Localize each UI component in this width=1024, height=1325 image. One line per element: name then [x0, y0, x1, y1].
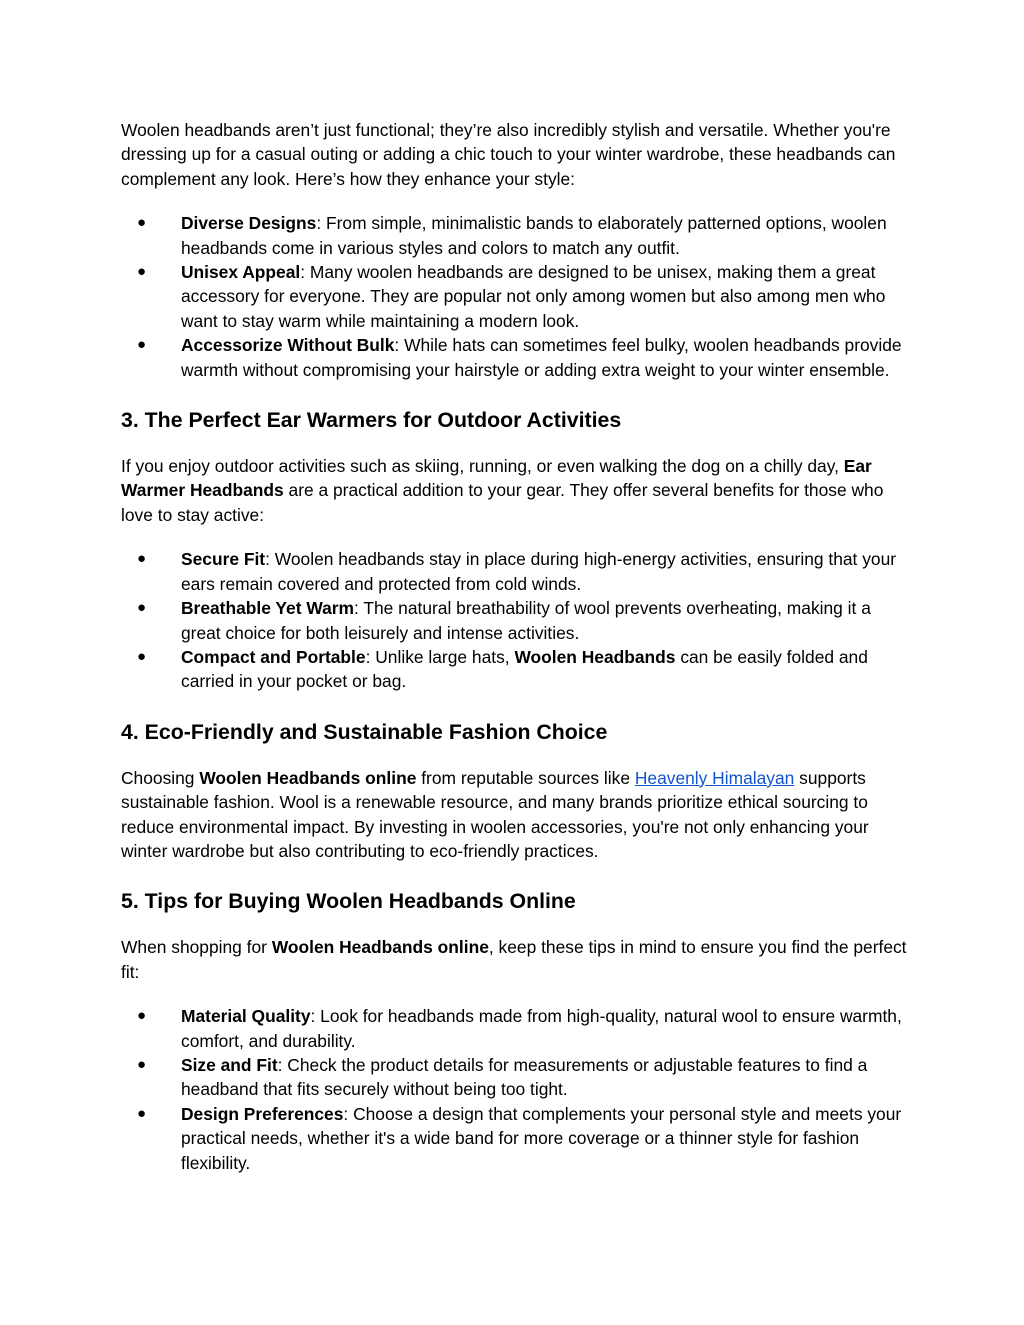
style-benefits-list	[121, 211, 911, 382]
bullet-icon: ●	[137, 550, 147, 568]
bullet-icon: ●	[137, 1104, 147, 1122]
paragraph-text: supports sustainable fashion. Wool is a renewable resource, and many brands prioritize ethical sourcing to reduce environmental impact. By investing in woolen accessories, you're not only enhancing your winter wardrobe but also contributing to eco-friendly practices.	[121, 767, 869, 861]
bullet-icon: ●	[137, 263, 147, 281]
bullet-icon: ●	[137, 1007, 147, 1025]
paragraph-bold: Woolen Headbands online	[271, 937, 489, 958]
bullet-icon: ●	[137, 1055, 147, 1073]
list-item-term: Compact and Portable	[181, 646, 366, 667]
list-item-text: can be easily folded and carried in your pocket or bag.	[181, 646, 868, 692]
list-item-text: : The natural breathability of wool prevents overheating, making it a great choice for both leisurely and intense activities.	[181, 598, 871, 643]
list-item-text: : Unlike large hats,	[365, 646, 515, 667]
section-3-paragraph	[121, 454, 911, 527]
list-item-term: Breathable Yet Warm	[181, 598, 355, 619]
bullet-icon: ●	[137, 336, 147, 354]
intro-paragraph: Woolen headbands aren’t just functional; they’re also incredibly stylish and versatile. Whether you're dressing up for a casual outing or adding a chic touch to your winter wardrobe, these headbands can complement any look. Here’s how they enhance your style:	[121, 120, 896, 189]
section-4-heading: 4. Eco-Friendly and Sustainable Fashion Choice	[121, 719, 608, 744]
list-item-term: Diverse Designs	[181, 213, 317, 234]
paragraph-bold: Woolen Headbands online	[199, 767, 417, 788]
paragraph-text: Choosing	[121, 767, 200, 788]
list-item-text: : While hats can sometimes feel bulky, woolen headbands provide warmth without compromising your hairstyle or adding extra weight to your winter ensemble.	[181, 335, 902, 380]
section-5-heading: 5. Tips for Buying Woolen Headbands Online	[121, 889, 576, 914]
list-item	[121, 1053, 911, 1102]
list-item-text: : Look for headbands made from high-quality, natural wool to ensure warmth, comfort, and durability.	[181, 1006, 902, 1051]
list-item	[121, 1004, 911, 1053]
list-item-term: Size and Fit	[181, 1054, 278, 1075]
section-4-paragraph	[121, 766, 911, 864]
paragraph-text: When shopping for	[121, 937, 272, 958]
list-item	[121, 596, 911, 645]
list-item-bold: Woolen Headbands	[514, 646, 676, 667]
section-5-paragraph	[121, 935, 911, 984]
paragraph-text: are a practical addition to your gear. They offer several benefits for those who love to stay active:	[121, 480, 884, 525]
list-item	[121, 333, 911, 382]
list-item-text: : Check the product details for measurements or adjustable features to find a headband that fits securely without being too tight.	[181, 1054, 868, 1100]
list-item-term: Material Quality	[181, 1006, 311, 1027]
list-item-term: Design Preferences	[181, 1103, 344, 1124]
list-item-text: : Woolen headbands stay in place during high-energy activities, ensuring that your ears remain covered and protected from cold winds.	[181, 549, 897, 594]
paragraph-bold: Ear Warmer Headbands	[121, 456, 872, 501]
bullet-icon: ●	[137, 599, 147, 617]
list-item-text: : From simple, minimalistic bands to elaborately patterned options, woolen headbands come in various styles and colors to match any outfit.	[181, 213, 887, 258]
heavenly-himalayan-link[interactable]: Heavenly Himalayan	[634, 767, 795, 788]
document-page	[121, 118, 911, 1175]
section-3-heading: 3. The Perfect Ear Warmers for Outdoor Activities	[121, 408, 622, 433]
bullet-icon: ●	[137, 647, 147, 665]
list-item	[121, 260, 911, 333]
list-item	[121, 211, 911, 260]
paragraph-text: from reputable sources like	[416, 767, 635, 788]
list-item-term: Unisex Appeal	[181, 262, 301, 283]
paragraph-text: If you enjoy outdoor activities such as skiing, running, or even walking the dog on a chilly day,	[121, 456, 844, 477]
list-item	[121, 1102, 911, 1175]
list-item-text: : Many woolen headbands are designed to be unisex, making them a great accessory for everyone. They are popular not only among women but also among men who want to stay warm while maintaining a modern look.	[181, 262, 886, 331]
outdoor-benefits-list	[121, 547, 911, 693]
list-item-text: : Choose a design that complements your personal style and meets your practical needs, whether it's a wide band for more coverage or a thinner style for fashion flexibility.	[181, 1103, 902, 1173]
list-item-term: Accessorize Without Bulk	[181, 335, 395, 356]
paragraph-text: , keep these tips in mind to ensure you find the perfect fit:	[121, 937, 907, 982]
bullet-icon: ●	[137, 214, 147, 232]
buying-tips-list	[121, 1004, 911, 1175]
list-item	[121, 645, 911, 694]
list-item-term: Secure Fit	[181, 549, 266, 570]
list-item	[121, 547, 911, 596]
